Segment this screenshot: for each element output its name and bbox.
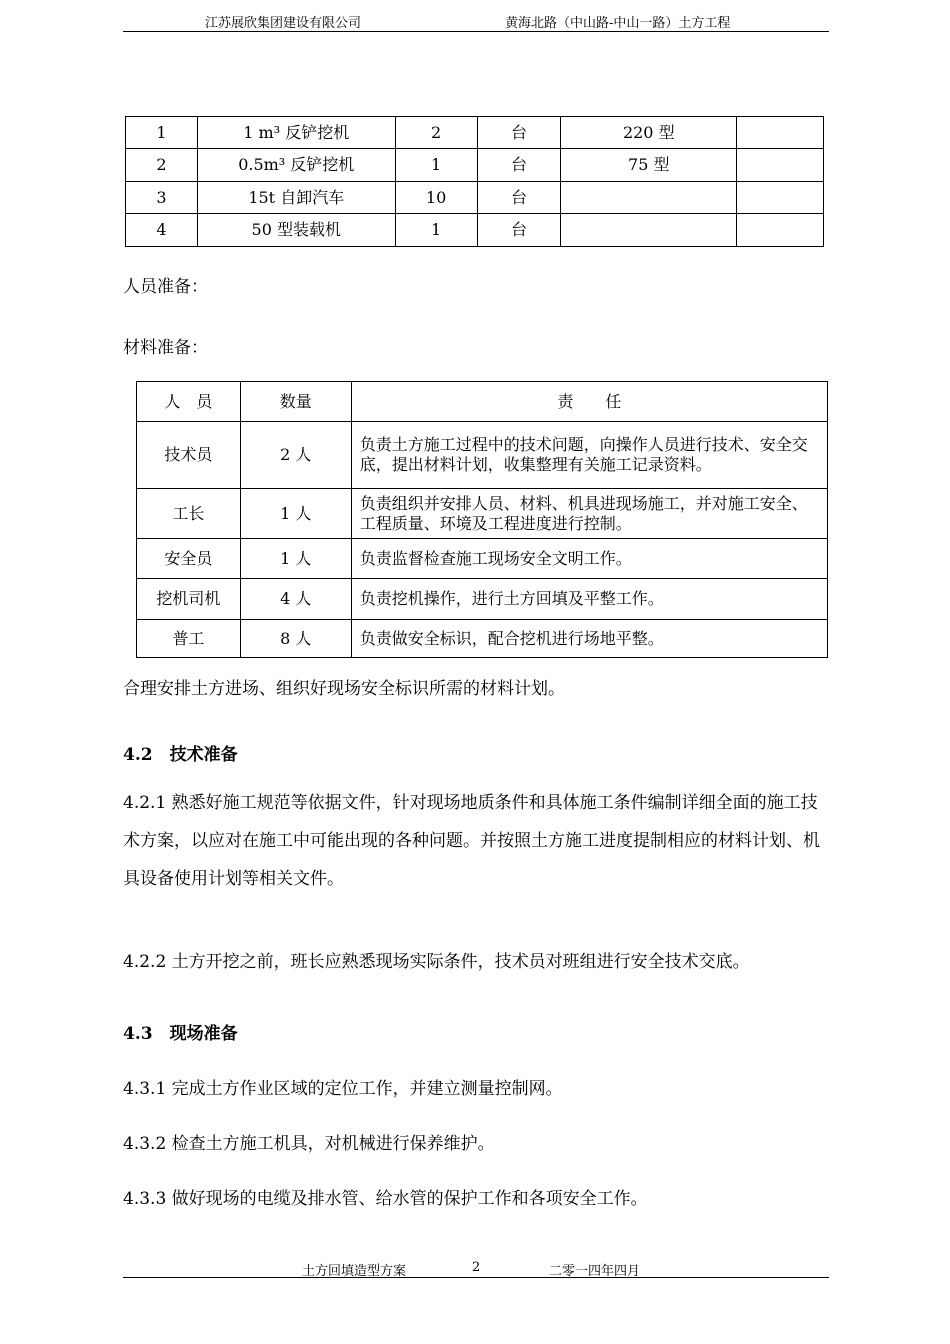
table-row bbox=[126, 117, 824, 149]
staff-duty: 负责做安全标识，配合挖机进行场地平整。 bbox=[351, 620, 827, 658]
equipment-no: 1 bbox=[126, 117, 198, 149]
table-row bbox=[137, 489, 828, 539]
equipment-unit: 台 bbox=[477, 149, 561, 182]
footer-page-number: 2 bbox=[472, 1260, 481, 1275]
equipment-unit: 台 bbox=[477, 117, 561, 149]
column-header: 人 员 bbox=[137, 382, 241, 422]
footer-doc-title: 土方回填造型方案 bbox=[302, 1264, 407, 1279]
equipment-model: 220 型 bbox=[561, 117, 737, 149]
equipment-no: 3 bbox=[126, 182, 198, 214]
footer-rule bbox=[123, 1277, 829, 1278]
equipment-model: 75 型 bbox=[561, 149, 737, 182]
table-row bbox=[137, 620, 828, 658]
table-row bbox=[137, 539, 828, 579]
header-rule bbox=[123, 31, 829, 32]
equipment-qty: 10 bbox=[395, 182, 477, 214]
section-4-3-heading: 4.3 现场准备 bbox=[123, 1024, 238, 1044]
material-plan-text: 合理安排土方进场、组织好现场安全标识所需的材料计划。 bbox=[123, 679, 565, 699]
equipment-qty: 1 bbox=[395, 214, 477, 247]
equipment-name: 1 m³ 反铲挖机 bbox=[197, 117, 395, 149]
staff-count: 1 人 bbox=[240, 489, 351, 539]
staff-count: 8 人 bbox=[240, 620, 351, 658]
staff-role: 挖机司机 bbox=[137, 579, 241, 620]
equipment-note bbox=[737, 117, 824, 149]
table-row bbox=[126, 149, 824, 182]
equipment-name: 0.5m³ 反铲挖机 bbox=[197, 149, 395, 182]
equipment-model bbox=[561, 214, 737, 247]
equipment-unit: 台 bbox=[477, 214, 561, 247]
paragraph-4-2-1: 4.2.1 熟悉好施工规范等依据文件，针对现场地质条件和具体施工条件编制详细全面的施工技术方案，以应对在施工中可能出现的各种问题。并按照土方施工进度提制相应的材料计划、机具设备使用计划等相关文件。 bbox=[123, 793, 820, 889]
column-header: 数量 bbox=[240, 382, 351, 422]
paragraph-4-3-2: 4.3.2 检查土方施工机具，对机械进行保养维护。 bbox=[123, 1134, 495, 1154]
equipment-no: 2 bbox=[126, 149, 198, 182]
equipment-name: 50 型装载机 bbox=[197, 214, 395, 247]
equipment-table bbox=[125, 116, 824, 247]
column-header: 责 任 bbox=[351, 382, 827, 422]
material-label: 材料准备： bbox=[123, 338, 208, 358]
staff-role: 工长 bbox=[137, 489, 241, 539]
table-header-row bbox=[137, 382, 828, 422]
staff-duty: 负责挖机操作，进行土方回填及平整工作。 bbox=[351, 579, 827, 620]
staff-table bbox=[136, 381, 828, 658]
header-project: 黄海北路（中山路-中山一路）土方工程 bbox=[505, 16, 731, 31]
paragraph-4-3-3: 4.3.3 做好现场的电缆及排水管、给水管的保护工作和各项安全工作。 bbox=[123, 1189, 648, 1209]
equipment-qty: 1 bbox=[395, 149, 477, 182]
paragraph-4-3-1: 4.3.1 完成土方作业区域的定位工作，并建立测量控制网。 bbox=[123, 1079, 563, 1099]
equipment-note bbox=[737, 182, 824, 214]
footer-date: 二零一四年四月 bbox=[549, 1264, 641, 1279]
staff-role: 普工 bbox=[137, 620, 241, 658]
paragraph-4-2-2: 4.2.2 土方开挖之前，班长应熟悉现场实际条件，技术员对班组进行安全技术交底。 bbox=[123, 952, 750, 972]
personnel-label: 人员准备： bbox=[123, 277, 208, 297]
equipment-qty: 2 bbox=[395, 117, 477, 149]
table-row bbox=[126, 214, 824, 247]
equipment-unit: 台 bbox=[477, 182, 561, 214]
table-row bbox=[137, 422, 828, 489]
staff-duty: 负责组织并安排人员、材料、机具进现场施工，并对施工安全、工程质量、环境及工程进度进行控制。 bbox=[351, 489, 827, 539]
header-company: 江苏展欣集团建设有限公司 bbox=[205, 16, 362, 31]
staff-duty: 负责土方施工过程中的技术问题，向操作人员进行技术、安全交底，提出材料计划，收集整理有关施工记录资料。 bbox=[351, 422, 827, 489]
table-row bbox=[137, 579, 828, 620]
equipment-model bbox=[561, 182, 737, 214]
staff-duty: 负责监督检查施工现场安全文明工作。 bbox=[351, 539, 827, 579]
equipment-no: 4 bbox=[126, 214, 198, 247]
table-row bbox=[126, 182, 824, 214]
staff-count: 2 人 bbox=[240, 422, 351, 489]
equipment-note bbox=[737, 149, 824, 182]
staff-count: 1 人 bbox=[240, 539, 351, 579]
staff-count: 4 人 bbox=[240, 579, 351, 620]
section-4-2-heading: 4.2 技术准备 bbox=[123, 745, 238, 765]
staff-role: 安全员 bbox=[137, 539, 241, 579]
equipment-note bbox=[737, 214, 824, 247]
equipment-name: 15t 自卸汽车 bbox=[197, 182, 395, 214]
staff-role: 技术员 bbox=[137, 422, 241, 489]
